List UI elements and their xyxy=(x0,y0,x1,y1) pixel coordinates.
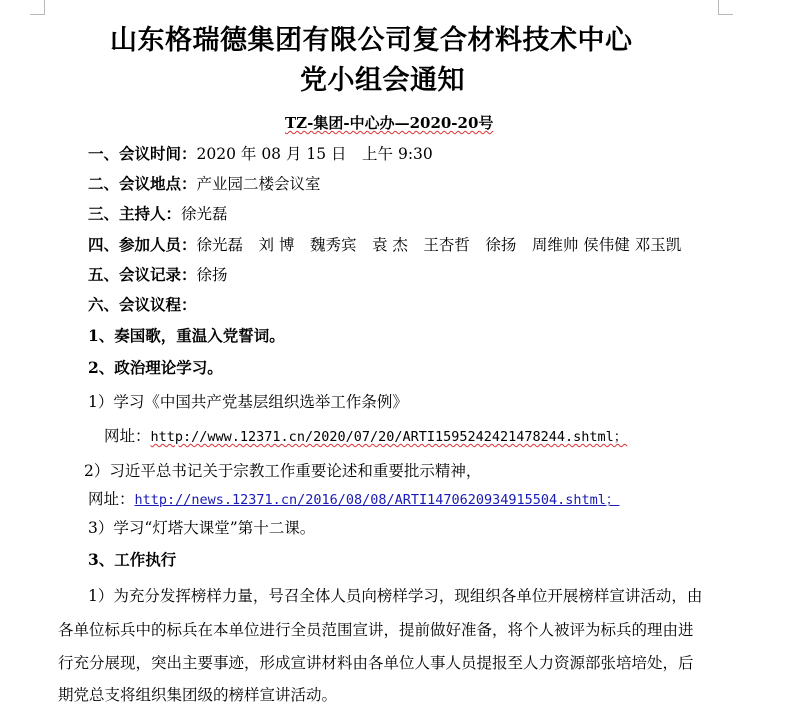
meeting-place-line xyxy=(88,172,321,194)
recorder-label: 五、会议记录： xyxy=(88,265,197,284)
agenda-item-3: 3、工作执行 xyxy=(88,550,177,569)
meeting-time-value: 2020 年 08 月 15 日 上午 9:30 xyxy=(196,145,433,163)
study-item-2-url-label: 网址： xyxy=(88,490,135,508)
crop-mark-top-right xyxy=(718,0,733,15)
attendees-line xyxy=(88,233,681,255)
crop-mark-top-left xyxy=(30,0,45,15)
host-line xyxy=(88,202,228,224)
agenda-item-1: 1、奏国歌，重温入党誓词。 xyxy=(88,326,285,345)
document-number-text: TZ-集团-中心办—2020-20号 xyxy=(285,114,494,132)
document-number xyxy=(285,112,493,133)
meeting-time-line xyxy=(88,142,433,164)
paragraph-1-line-1: 1）为充分发挥榜样力量，号召全体人员向榜样学习，现组织各单位开展榜样宣讲活动，由 xyxy=(88,587,703,605)
document-title-line1: 山东格瑞德集团有限公司复合材料技术中心 xyxy=(110,25,633,56)
paragraph-1-line-3: 行充分展现，突出主要事迹，形成宣讲材料由各单位人事人员提报至人力资源部张培培处，后 xyxy=(58,654,694,672)
host-label: 三、主持人： xyxy=(88,204,182,223)
study-item-1-url[interactable]: http://www.12371.cn/2020/07/20/ARTI1595242421478244.shtml； xyxy=(150,429,628,445)
host-value: 徐光磊 xyxy=(181,205,228,223)
paragraph-1-line-2: 各单位标兵中的标兵在本单位进行全员范围宣讲，提前做好准备，将个人被评为标兵的理由进 xyxy=(58,621,694,639)
attendees-value: 徐光磊 刘 博 魏秀宾 袁 杰 王杏哲 徐扬 周维帅 侯伟健 邓玉凯 xyxy=(196,236,682,254)
document-title-line2: 党小组会通知 xyxy=(300,65,465,96)
meeting-place-value: 产业园二楼会议室 xyxy=(196,175,321,193)
agenda-label: 六、会议议程： xyxy=(88,295,197,314)
study-item-2-url-line xyxy=(88,487,619,509)
study-item-2: 2）习近平总书记关于宗教工作重要论述和重要批示精神， xyxy=(84,462,482,480)
recorder-value: 徐扬 xyxy=(196,266,228,284)
study-item-1-url-label: 网址： xyxy=(104,427,151,445)
study-item-1-url-line xyxy=(104,424,627,446)
study-item-3: 3）学习“灯塔大课堂”第十二课。 xyxy=(88,519,316,537)
paragraph-1-line-4: 期党总支将组织集团级的榜样宣讲活动。 xyxy=(58,686,338,704)
study-item-2-url-link[interactable]: http://news.12371.cn/2016/08/08/ARTI1470620934915504.shtml； xyxy=(134,492,620,508)
attendees-label: 四、参加人员： xyxy=(88,235,197,254)
meeting-place-label: 二、会议地点： xyxy=(88,174,197,193)
recorder-line xyxy=(88,263,228,285)
meeting-time-label: 一、会议时间： xyxy=(88,144,197,163)
study-item-1: 1）学习《中国共产党基层组织选举工作条例》 xyxy=(88,393,408,411)
agenda-item-2: 2、政治理论学习。 xyxy=(88,358,223,377)
